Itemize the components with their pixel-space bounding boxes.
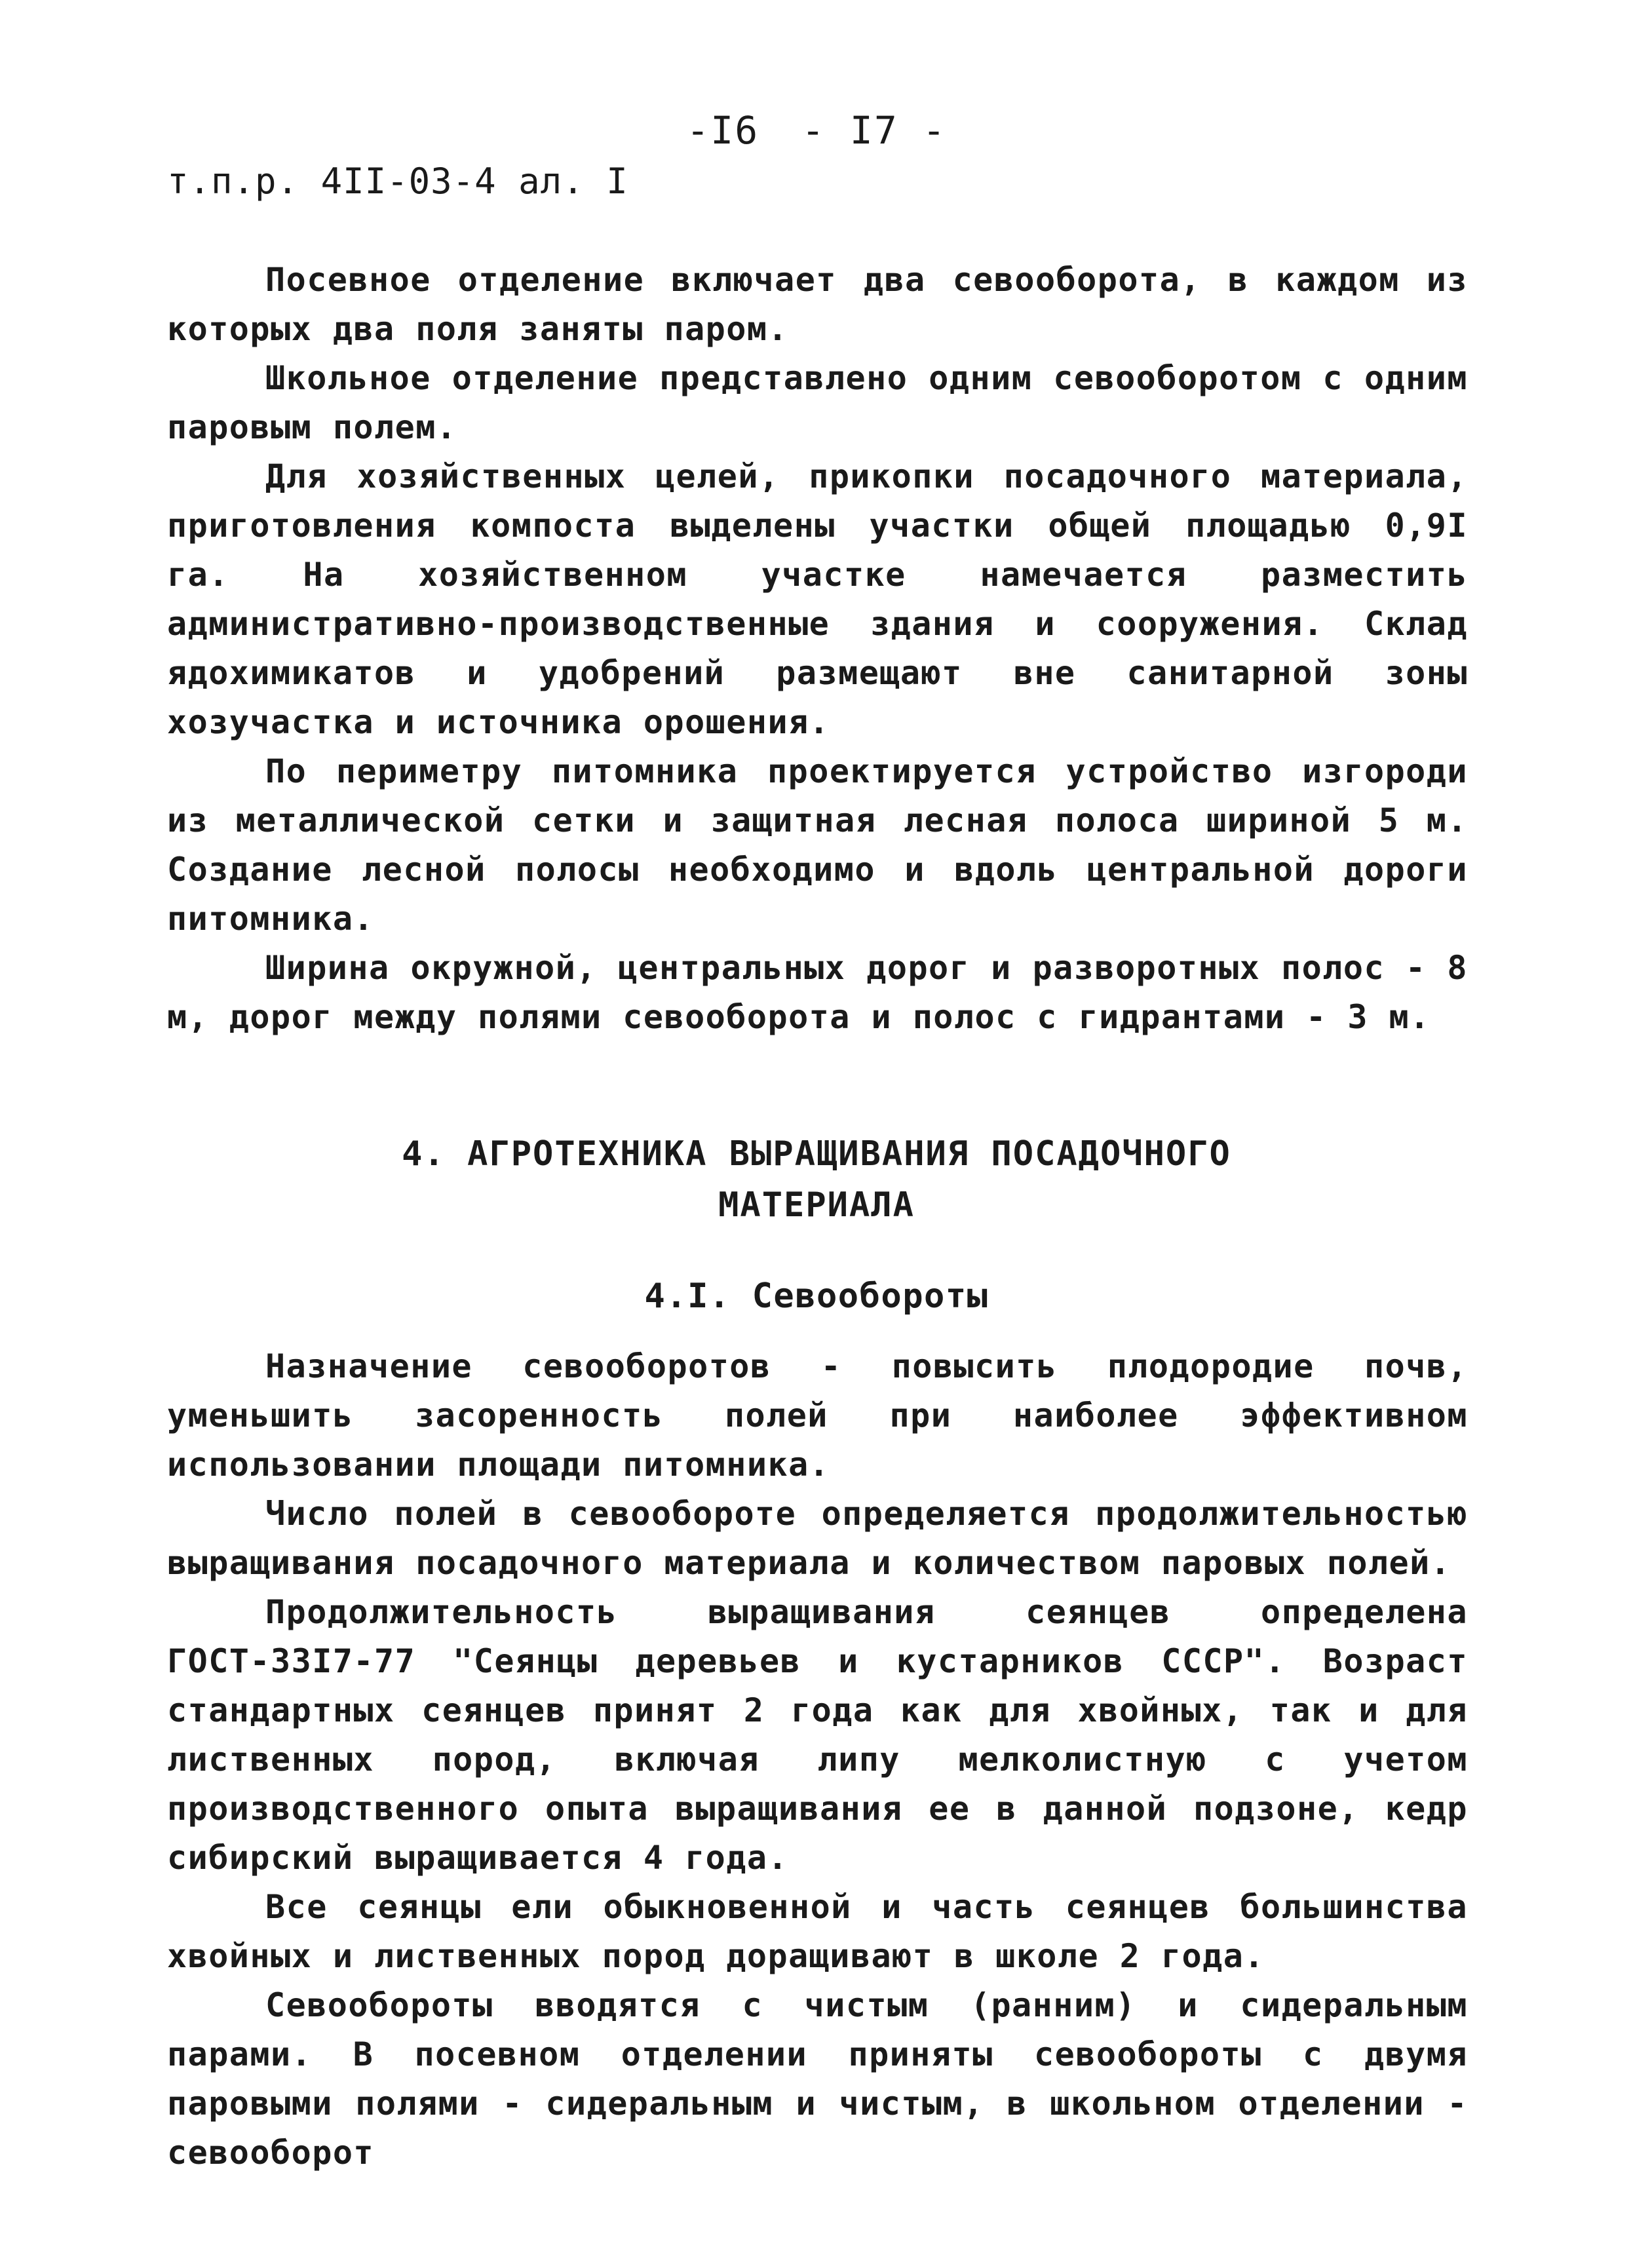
paragraph: Ширина окружной, центральных дорог и разворотных полос - 8 м, дорог между полями севооборота и полос с гидрантами - 3 м. [167,949,1468,1036]
document-reference: т.п.р. 4II-03-4 ал. I [167,161,628,202]
paragraph: Школьное отделение представлено одним севооборотом с одним паровым полем. [167,359,1468,446]
section-heading [0,1128,1633,1231]
section-heading-line: МАТЕРИАЛА [718,1185,915,1225]
paragraph: Для хозяйственных целей, прикопки посадочного материала, приготовления компоста выделены участки общей площадью 0,9I га. На хозяйственном участке намечается разместить административно-производственные здания и сооружения. Склад ядохимикатов и удобрений размещают вне санитарной зоны хозучастка и источника орошения. [167,457,1468,741]
subsection-heading: 4.I. Севообороты [644,1277,989,1316]
intro-text [167,256,1468,1042]
section-text [167,1342,1468,2178]
paragraph: Все сеянцы ели обыкновенной и часть сеянцев большинства хвойных и лиственных пород доращивают в школе 2 года. [167,1888,1468,1975]
paragraph: Назначение севооборотов - повысить плодородие почв, уменьшить засоренность полей при наиболее эффективном использовании площади питомника. [167,1347,1468,1484]
paragraph: Число полей в севообороте определяется продолжительностью выращивания посадочного материала и количеством паровых полей. [167,1495,1468,1582]
page-number-right: - I7 - [801,108,947,153]
page-number-left: -I6 [686,108,759,153]
section-heading-line: 4. АГРОТЕХНИКА ВЫРАЩИВАНИЯ ПОСАДОЧНОГО [402,1134,1231,1174]
paragraph: Севообороты вводятся с чистым (ранним) и сидеральным парами. В посевном отделении приняты севообороты с двумя паровыми полями - сидеральным и чистым, в школьном отделении - севооборот [167,1986,1468,2172]
paragraph: Продолжительность выращивания сеянцев определена ГОСТ-33I7-77 "Сеянцы деревьев и кустарников СССР". Возраст стандартных сеянцев принят 2 года как для хвойных, так и для лиственных пород, включая липу мелколистную с учетом производственного опыта выращивания ее в данной подзоне, кедр сибирский выращивается 4 года. [167,1593,1468,1877]
paragraph: По периметру питомника проектируется устройство изгороди из металлической сетки и защитная лесная полоса шириной 5 м. Создание лесной полосы необходимо и вдоль центральной дороги питомника. [167,752,1468,938]
paragraph: Посевное отделение включает два севооборота, в каждом из которых два поля заняты паром. [167,261,1468,348]
page-numbers [0,108,1633,153]
